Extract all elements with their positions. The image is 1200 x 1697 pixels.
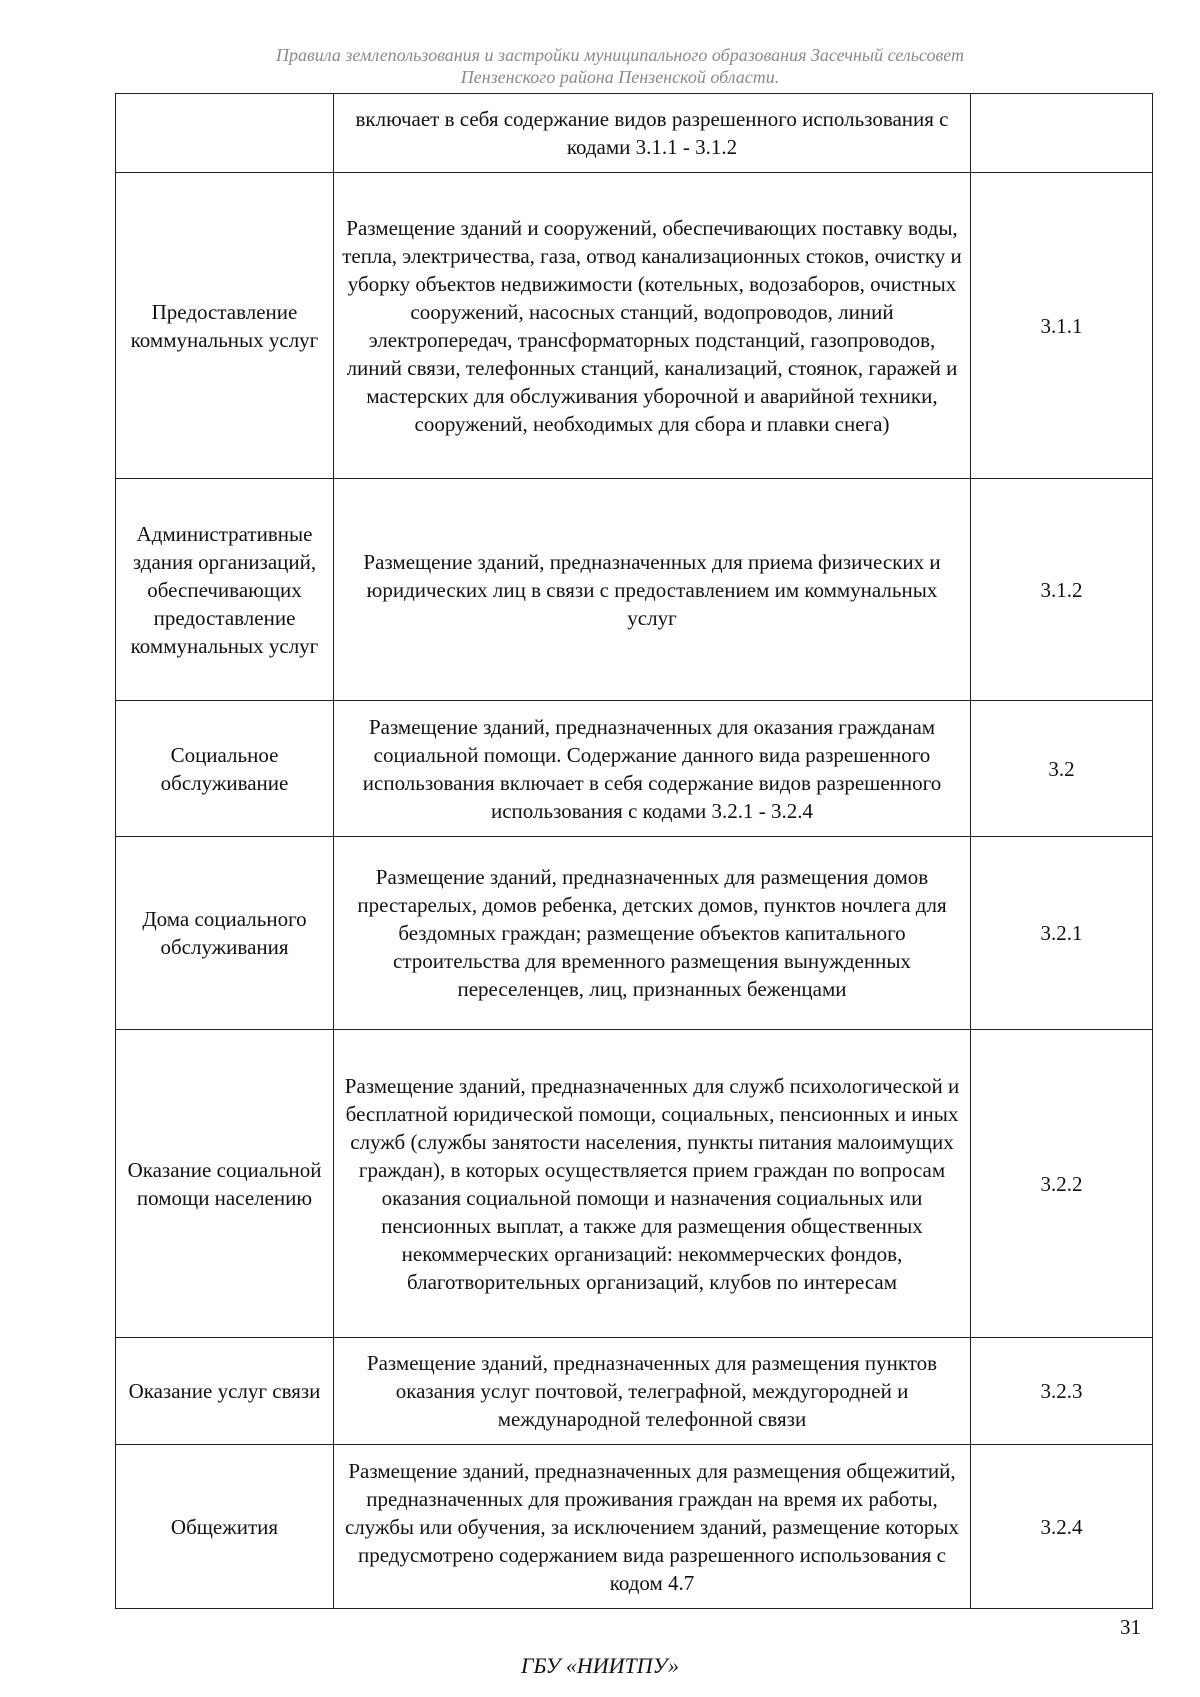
row-code-cell: 3.2.3 (971, 1338, 1153, 1445)
footer-organization: ГБУ «НИИТПУ» (520, 1653, 680, 1678)
row-name-cell: Оказание социальной помощи населению (116, 1030, 334, 1338)
row-code-cell: 3.2.4 (971, 1445, 1153, 1609)
row-name-cell: Общежития (116, 1445, 334, 1609)
row-name-cell: Социальное обслуживание (116, 701, 334, 837)
row-description-cell: Размещение зданий, предназначенных для размещения общежитий, предназначенных для проживания граждан на время их работы, службы или обучения, за исключением зданий, размещение которых предусмотрено содержанием вида разрешенного использования с кодом 4.7 (334, 1445, 971, 1609)
row-code-cell: 3.1.2 (971, 479, 1153, 701)
row-code-cell (971, 94, 1153, 173)
row-description-cell: Размещение зданий, предназначенных для служб психологической и бесплатной юридической помощи, социальных, пенсионных и иных служб (службы занятости населения, пункты питания малоимущих граждан), в которых осуществляется прием граждан по вопросам оказания социальной помощи и назначения социальных или пенсионных выплат, а также для размещения общественных некоммерческих организаций: некоммерческих фондов, благотворительных организаций, клубов по интересам (334, 1030, 971, 1338)
row-code-cell: 3.2.1 (971, 837, 1153, 1030)
table-row (116, 94, 1153, 173)
row-description-cell: Размещение зданий, предназначенных для размещения пунктов оказания услуг почтовой, телеграфной, междугородней и международной телефонной связи (334, 1338, 971, 1445)
row-description-cell: Размещение зданий и сооружений, обеспечивающих поставку воды, тепла, электричества, газа, отвод канализационных стоков, очистку и уборку объектов недвижимости (котельных, водозаборов, очистных сооружений, насосных станций, водопроводов, линий электропередач, трансформаторных подстанций, газопроводов, линий связи, телефонных станций, канализаций, стоянок, гаражей и мастерских для обслуживания уборочной и аварийной техники, сооружений, необходимых для сбора и плавки снега) (334, 173, 971, 479)
row-description-cell: Размещение зданий, предназначенных для приема физических и юридических лиц в связи с предоставлением им коммунальных услуг (334, 479, 971, 701)
row-code-cell: 3.1.1 (971, 173, 1153, 479)
table-row (116, 1030, 1153, 1338)
row-name-cell (116, 94, 334, 173)
table-row (116, 1338, 1153, 1445)
row-name-cell: Предоставление коммунальных услуг (116, 173, 334, 479)
row-description-cell: включает в себя содержание видов разрешенного использования с кодами 3.1.1 - 3.1.2 (334, 94, 971, 173)
land-use-table (115, 93, 1153, 1609)
row-code-cell: 3.2 (971, 701, 1153, 837)
running-header-line-2: Пензенского района Пензенской области. (460, 67, 780, 87)
running-header (160, 44, 1080, 88)
row-name-cell: Административные здания организаций, обеспечивающих предоставление коммунальных услуг (116, 479, 334, 701)
table-row (116, 837, 1153, 1030)
table-row (116, 701, 1153, 837)
row-name-cell: Оказание услуг связи (116, 1338, 334, 1445)
table-row (116, 173, 1153, 479)
row-description-cell: Размещение зданий, предназначенных для оказания гражданам социальной помощи. Содержание данного вида разрешенного использования включает в себя содержание видов разрешенного использования с кодами 3.2.1 - 3.2.4 (334, 701, 971, 837)
table-row (116, 479, 1153, 701)
page-number: 31 (1120, 1615, 1141, 1639)
row-description-cell: Размещение зданий, предназначенных для размещения домов престарелых, домов ребенка, детских домов, пунктов ночлега для бездомных граждан; размещение объектов капитального строительства для временного размещения вынужденных переселенцев, лиц, признанных беженцами (334, 837, 971, 1030)
table-row (116, 1445, 1153, 1609)
row-name-cell: Дома социального обслуживания (116, 837, 334, 1030)
running-header-line-1: Правила землепользования и застройки муниципального образования Засечный сельсовет (275, 45, 965, 65)
row-code-cell: 3.2.2 (971, 1030, 1153, 1338)
